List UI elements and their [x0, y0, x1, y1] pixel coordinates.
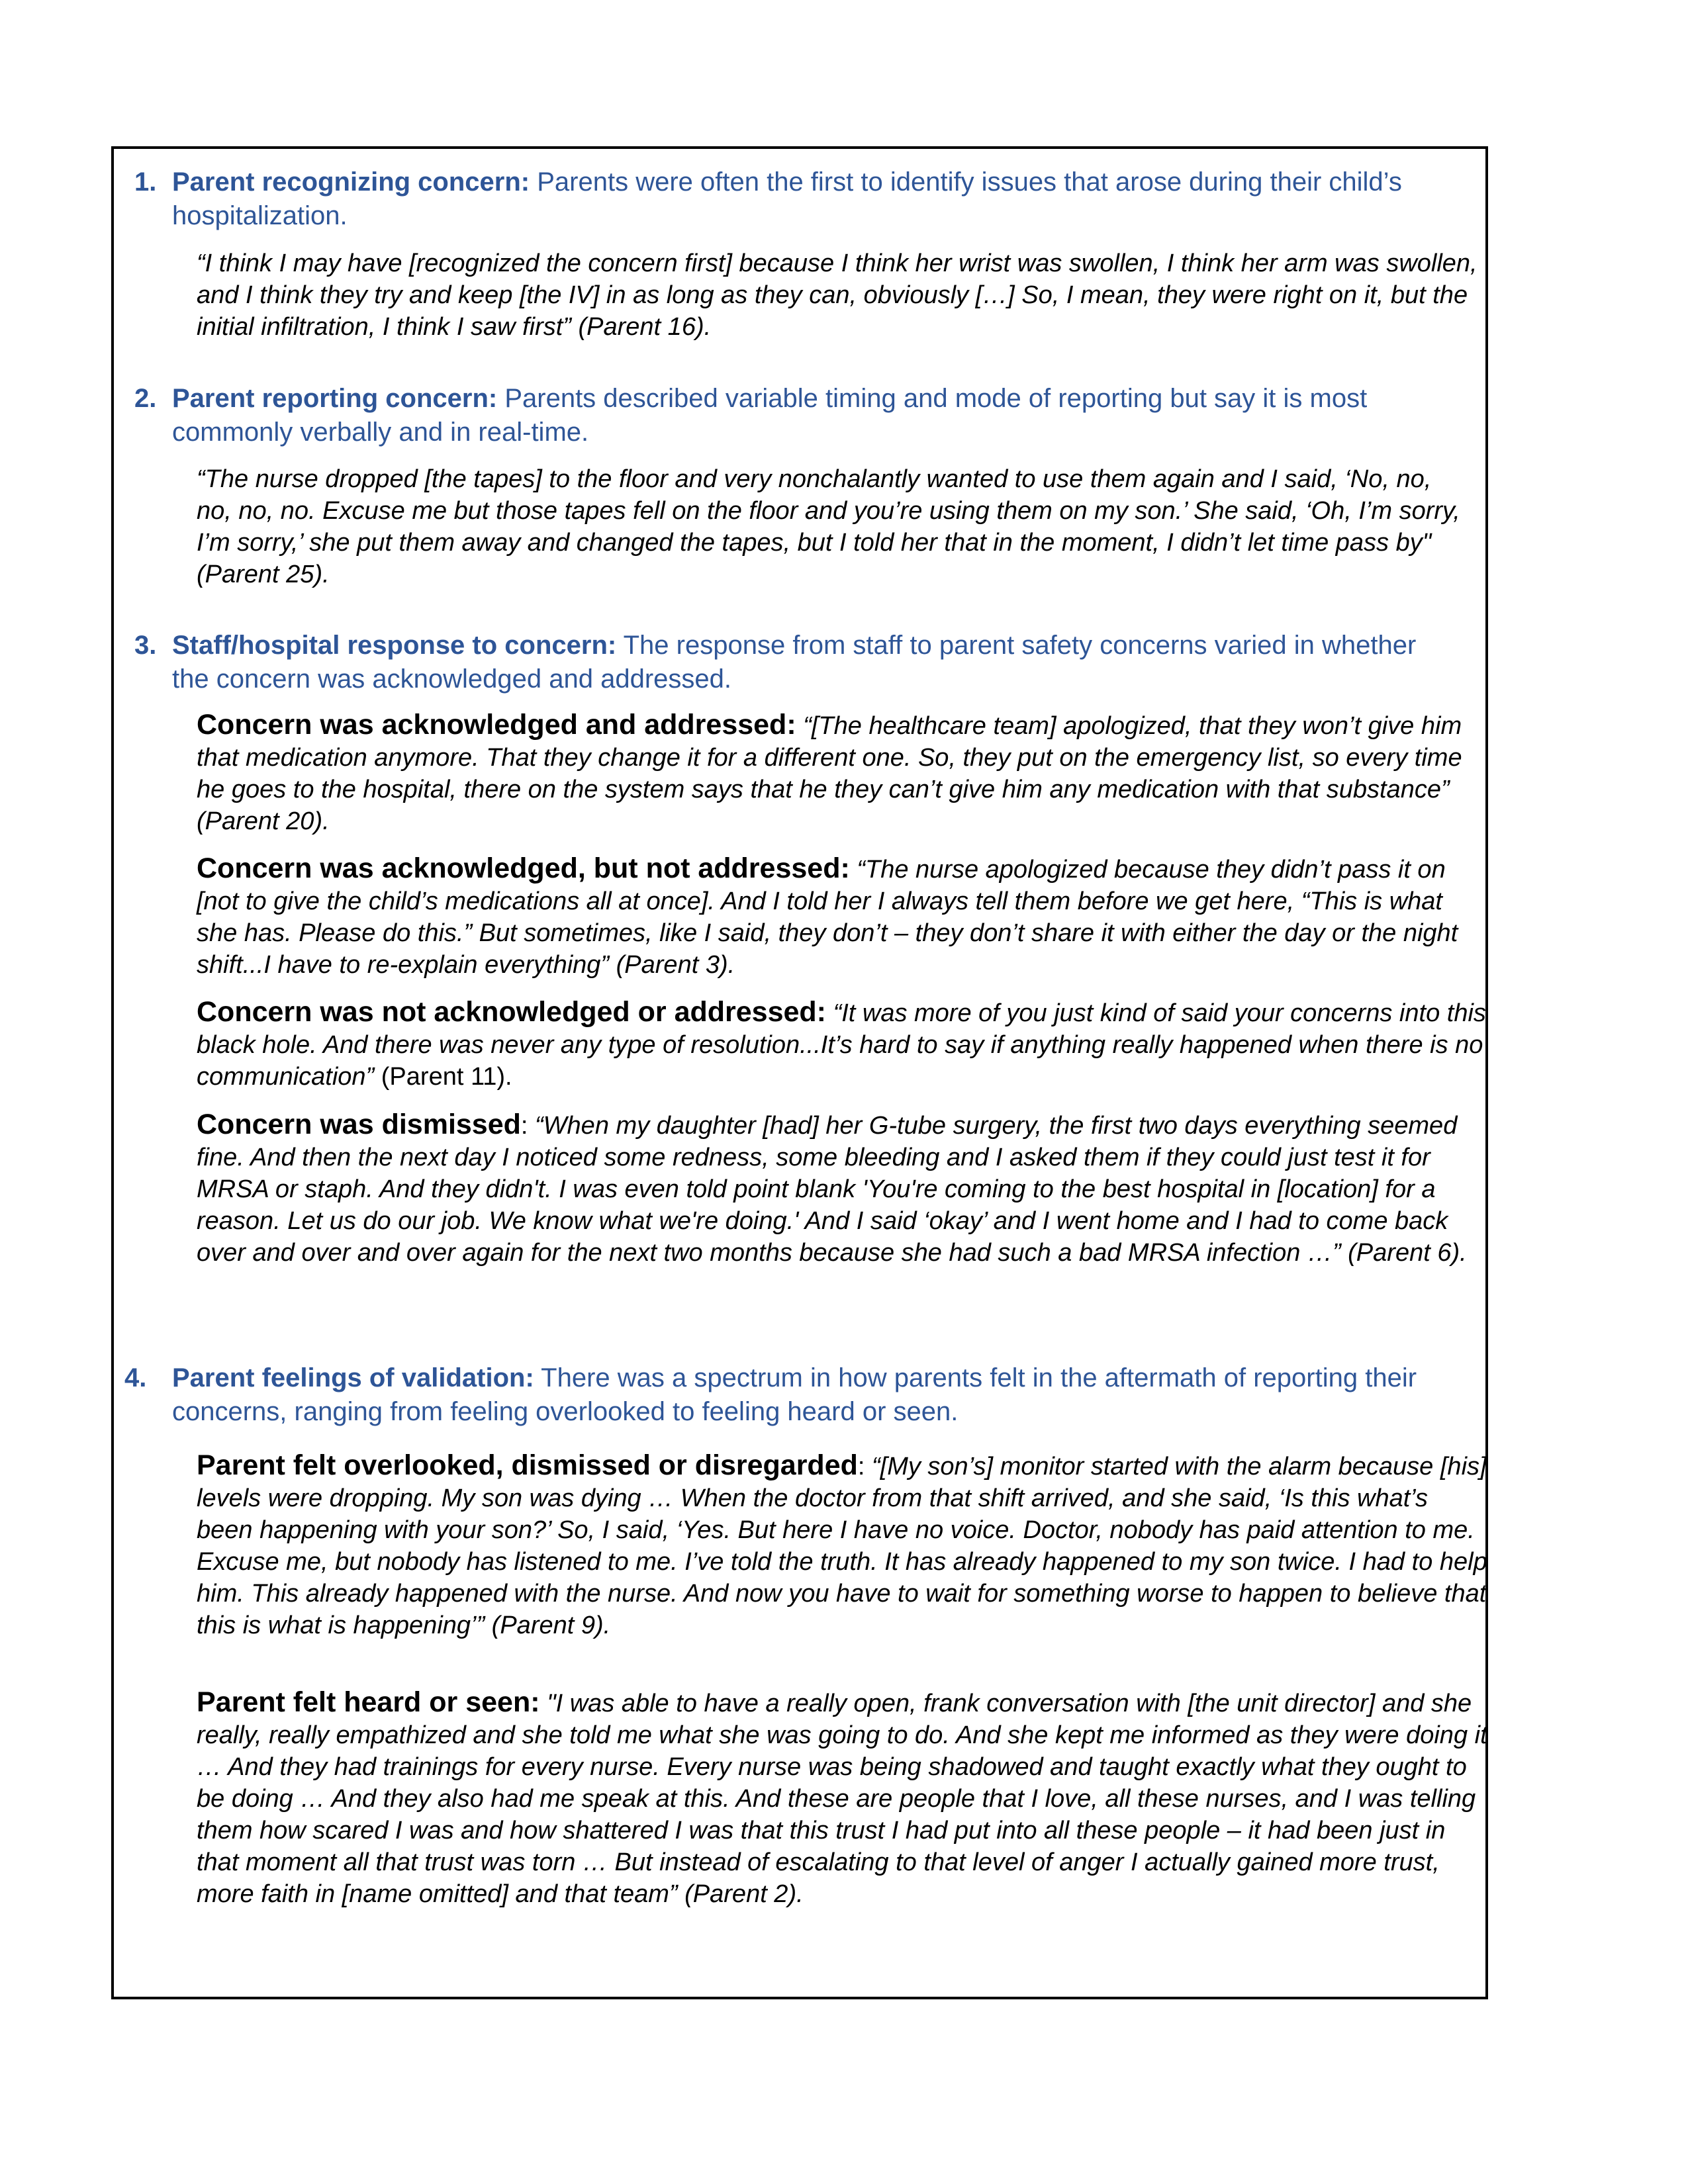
theme-4-sub-1 — [197, 1449, 1487, 1641]
theme-1-title: Parent recognizing concern: — [172, 167, 530, 197]
theme-4-sub-2 — [197, 1686, 1487, 1910]
sub-quote: “[The healthcare team] apologized, that they won’t give him that medication anymore. That they change it for a different one. So, they put on the emergency list, so every time he goes to the hospital, there on the system says that he they can’t give him any medication with that substance” (Parent 20). — [197, 712, 1462, 835]
theme-1-number: 1. — [134, 167, 157, 197]
sub-quote: “The nurse apologized because they didn’t pass it on [not to give the child’s medications all at once]. And I told her I always tell them before we get here, “This is what she has. Please do this.” But sometimes, like I said, they don’t – they don’t share it with either the day or the night shift...I have to re-explain everything” (Parent 3). — [197, 856, 1458, 979]
theme-4-heading-text — [172, 1361, 1456, 1429]
sub-quote: “When my daughter [had] her G-tube surgery, the first two days everything seemed fine. And then the next day I noticed some redness, some bleeding and I asked them if they could just test it for MRSA or staph. And they didn't. I was even told point blank 'You're coming to the best hospital in [location] for a reason. Let us do our job. We know what we're doing.' And I said ‘okay’ and I went home and I had to come back over and over and over again for the next two months because she had such a bad MRSA infection …” (Parent 6). — [197, 1112, 1467, 1267]
sub-quote: “It was more of you just kind of said your concerns into this black hole. And there was never any type of resolution...It’s hard to say if anything really happened when there is no communication” — [197, 999, 1486, 1091]
theme-2-title: Parent reporting concern: — [172, 384, 498, 413]
sub-label: Parent felt heard or seen: — [197, 1686, 540, 1718]
theme-3-heading-text — [172, 629, 1450, 696]
theme-1-quote: “I think I may have [recognized the concern first] because I think her wrist was swollen, I think her arm was swollen, and I think they try and keep [the IV] in as long as they can, obviously […] So, I mean, they were right on it, but the initial infiltration, I think I saw first” (Parent 16). — [197, 250, 1477, 341]
theme-1-heading-text — [172, 165, 1450, 233]
sub-label: Concern was acknowledged, but not addressed: — [197, 852, 850, 884]
theme-2-quote: “The nurse dropped [the tapes] to the floor and very nonchalantly wanted to use them again and I said, ‘No, no, no, no, no. Excuse me but those tapes fell on the floor and you’re using them on my son.’ She said, ‘Oh, I’m sorry, I’m sorry,’ she put them away and changed the tapes, but I told her that in the moment, I didn’t let time pass by" (Parent 25). — [197, 465, 1460, 588]
sub-citation: (Parent 11). — [381, 1063, 512, 1091]
theme-3-sub-3 — [197, 996, 1487, 1093]
theme-2-number: 2. — [134, 384, 157, 413]
theme-1-description: Parents were often the first to identify issues that arose during their child’s hospitalization. — [172, 167, 1402, 230]
theme-4-number: 4. — [124, 1363, 147, 1392]
theme-3-sub-4 — [197, 1109, 1487, 1269]
theme-2-description: Parents described variable timing and mode of reporting but say it is most commonly verbally and in real-time. — [172, 384, 1368, 447]
theme-3-title: Staff/hospital response to concern: — [172, 631, 617, 660]
theme-3-sub-2 — [197, 852, 1487, 981]
theme-4-title: Parent feelings of validation: — [172, 1363, 534, 1392]
theme-3-description: The response from staff to parent safety concerns varied in whether the concern was acknowledged and addressed. — [172, 631, 1417, 694]
theme-4-description: There was a spectrum in how parents felt in the aftermath of reporting their concerns, ranging from feeling overlooked to feeling heard or seen. — [172, 1363, 1417, 1426]
sub-quote: “[My son’s] monitor started with the alarm because [his] levels were dropping. My son was dying … When the doctor from that shift arrived, and she said, ‘Is this what’s been happening with your son?’ So, I said, ‘Yes. But here I have no voice. Doctor, nobody has paid attention to me. Excuse me, but nobody has listened to me. I’ve told the truth. It has already happened to my son twice. I had to help him. This already happened with the nurse. And now you have to wait for something worse to happen to believe that this is what is happening’” (Parent 9). — [197, 1453, 1487, 1639]
sub-label: Concern was not acknowledged or addressed: — [197, 996, 826, 1028]
sub-colon: : — [857, 1453, 865, 1480]
sub-label: Concern was acknowledged and addressed: — [197, 709, 796, 741]
sub-label: Parent felt overlooked, dismissed or disregarded — [197, 1449, 858, 1481]
sub-colon: : — [520, 1112, 528, 1140]
theme-2-heading-text — [172, 382, 1450, 449]
sub-label: Concern was dismissed — [197, 1109, 521, 1140]
sub-quote: "I was able to have a really open, frank conversation with [the unit director] and she really, really empathized and she told me what she was going to do. And she kept me informed as they were doing it … And they had trainings for every nurse. Every nurse was being shadowed and taught exactly what they ought to be doing … And they also had me speak at this. And these are people that I love, all these nurses, and I was telling them how scared I was and how shattered I was that this trust I had put into all these people – it had been just in that moment all that trust was torn … But instead of escalating to that level of anger I actually gained more trust, more faith in [name omitted] and that team” (Parent 2). — [197, 1690, 1487, 1908]
theme-3-sub-1 — [197, 709, 1487, 837]
theme-3-number: 3. — [134, 631, 157, 660]
